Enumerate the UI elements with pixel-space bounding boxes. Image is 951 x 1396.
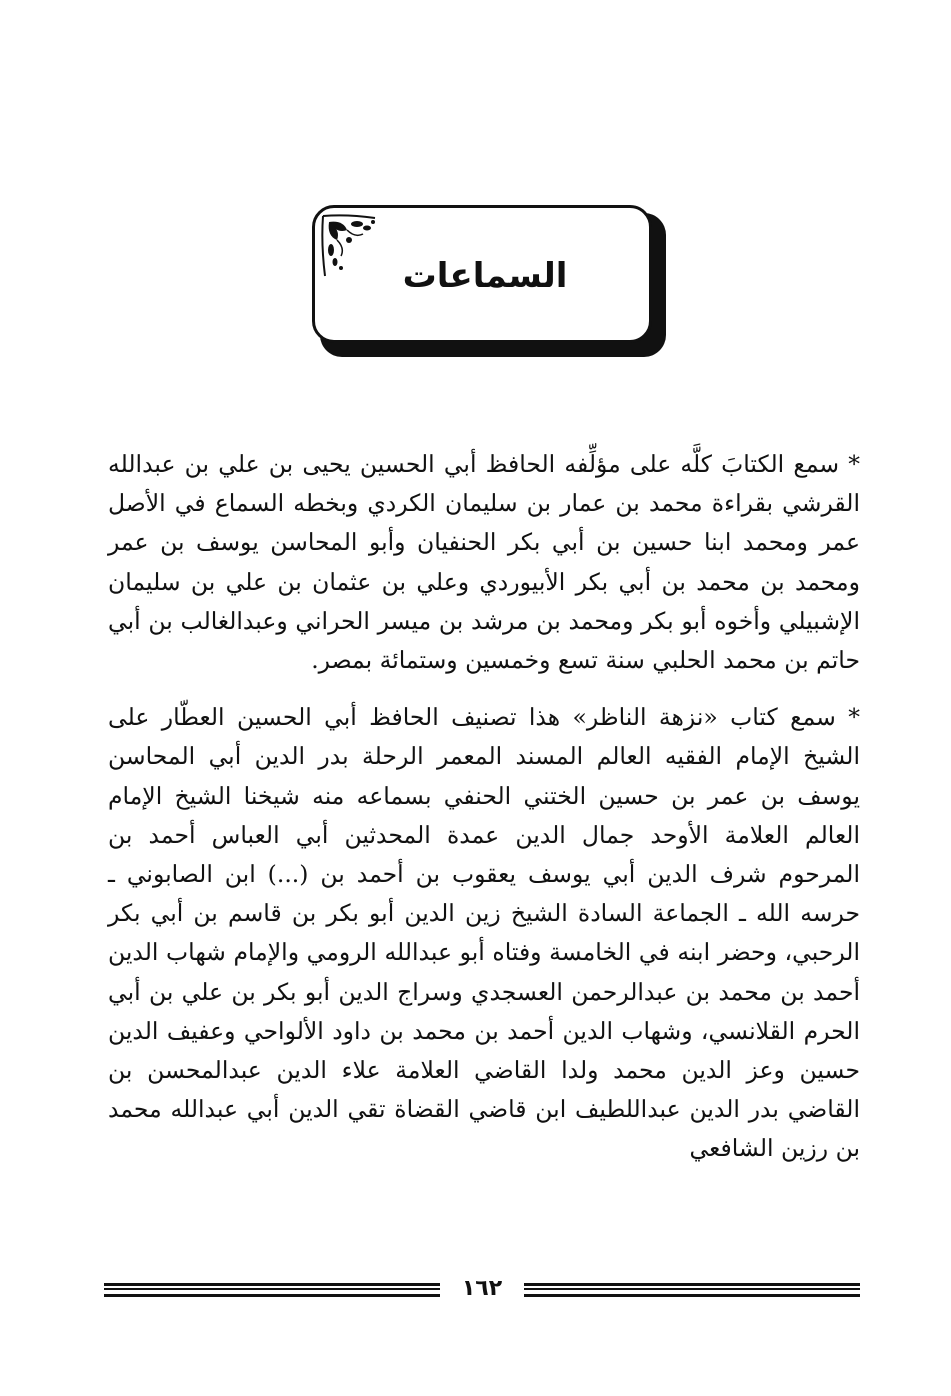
page-body bbox=[108, 445, 860, 1169]
title-box-frame bbox=[312, 205, 652, 343]
page-footer bbox=[104, 1276, 860, 1304]
paragraph-second-audition: * سمع كتاب «نزهة الناظر» هذا تصنيف الحافظ أبي الحسين العطّار على الشيخ الإمام الفقيه العالم المسند المعمر الرحلة بدر الدين أبي المحاسن يوسف بن عمر بن حسين الختني الحنفي بسماعه منه شيخنا الشيخ الإمام العالم العلامة الأوحد جمال الدين عمدة المحدثين أبي العباس أحمد بن المرحوم شرف الدين أبي يوسف يعقوب بن أحمد بن (...) ابن الصابوني ـ حرسه الله ـ الجماعة السادة الشيخ زين الدين أبو بكر بن قاسم بن أبي بكر الرحبي، وحضر ابنه في الخامسة وفتاه أبو عبدالله الرومي والإمام شهاب الدين أحمد بن محمد بن عبدالرحمن العسجدي وسراج الدين أبو بكر بن علي بن أبي الحرم القلانسي، وشهاب الدين أحمد بن محمد بن داود الألواحي وعفيف الدين حسين وعز الدين محمد ولدا القاضي العلامة علاء الدين عبدالمحسن بن القاضي بدر الدين عبداللطيف ابن قاضي القضاة تقي الدين أبي عبدالله محمد بن رزين الشافعي bbox=[108, 703, 860, 1163]
page-number: ١٦٢ bbox=[461, 1276, 503, 1301]
section-title: السماعات bbox=[402, 256, 568, 296]
footer-rule-right bbox=[524, 1283, 860, 1297]
section-title-box bbox=[312, 205, 666, 357]
footer-rule-left bbox=[104, 1283, 440, 1297]
paragraph-first-audition: * سمع الكتابَ كلَّه على مؤلِّفه الحافظ أبي الحسين يحيى بن علي بن عبدالله القرشي بقراءة محمد بن عمار بن سليمان الكردي وبخطه السماع في الأصل عمر ومحمد ابنا حسين بن أبي بكر الحنفيان وأبو المحاسن يوسف بن عمر ومحمد بن محمد بن أبي بكر الأبيوردي وعلي بن عثمان بن علي بن سليمان الإشبيلي وأخوه أبو بكر ومحمد بن مرشد بن ميسر الحراني وعبدالغالب بن أبي حاتم بن محمد الحلبي سنة تسع وخمسين وستمائة بمصر. bbox=[108, 450, 860, 675]
